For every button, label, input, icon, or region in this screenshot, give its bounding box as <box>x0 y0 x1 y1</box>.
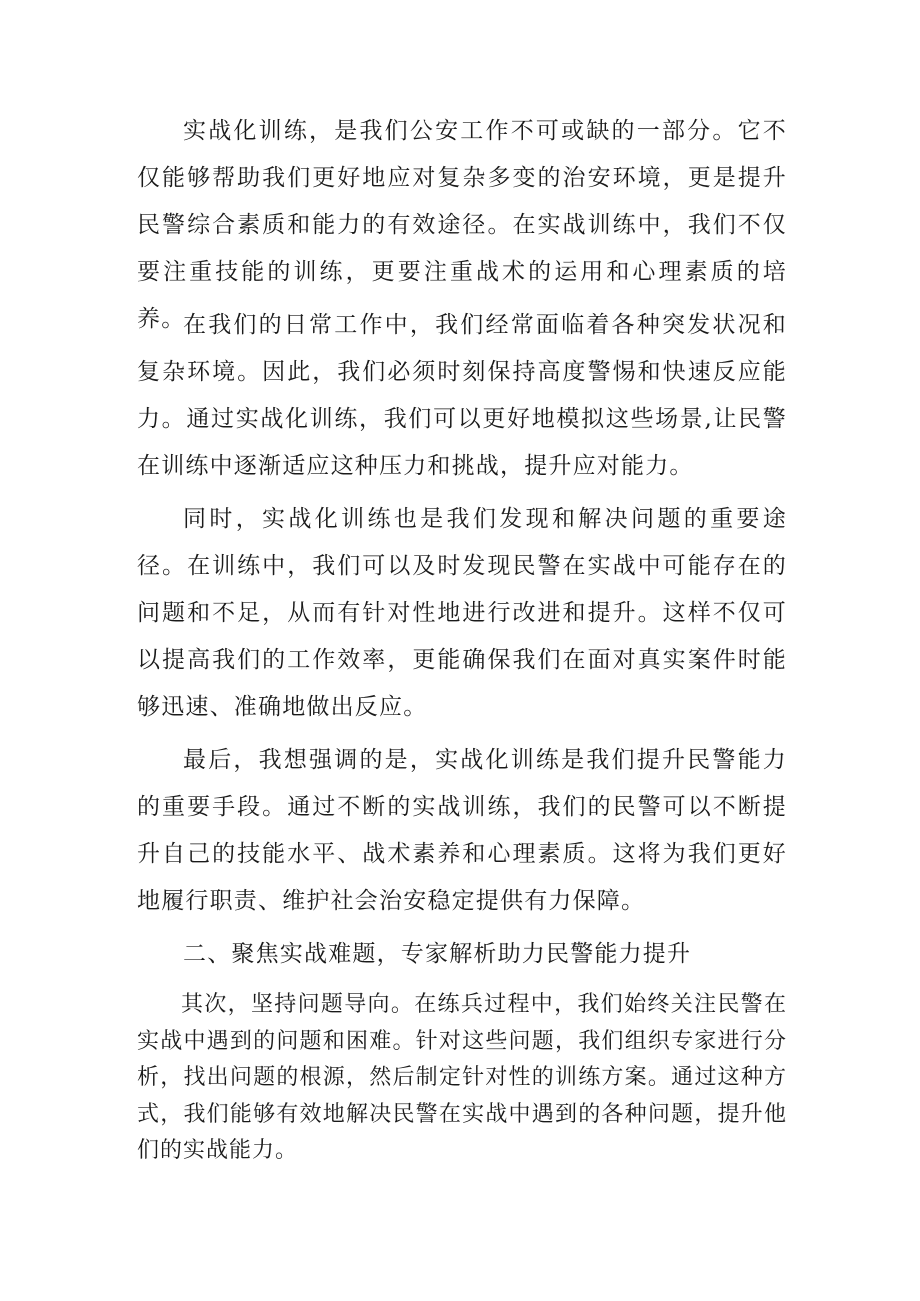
paragraph-problem-oriented: 其次，坚持问题导向。在练兵过程中，我们始终关注民警在实战中遇到的问题和困难。针对这些问题，我们组织专家进行分析，找出问题的根源，然后制定针对性的训练方案。通过这种方式，我们能够有效地解决民警在实战中遇到的各种问题，提升他们的实战能力。 <box>137 992 787 1163</box>
paragraph-problem-discovery: 同时，实战化训练也是我们发现和解决问题的重要途径。在训练中，我们可以及时发现民警在实战中可能存在的问题和不足，从而有针对性地进行改进和提升。这样不仅可以提高我们的工作效率，更能确保我们在面对真实案件时能够迅速、准确地做出反应。 <box>137 506 787 720</box>
section-heading: 二、聚焦实战难题，专家解析助力民警能力提升 <box>183 941 692 967</box>
paragraph-conclusion: 最后，我想强调的是，实战化训练是我们提升民警能力的重要手段。通过不断的实战训练，我们的民警可以不断提升自己的技能水平、战术素养和心理素质。这将为我们更好地履行职责、维护社会治安稳定提供有力保障。 <box>137 747 787 914</box>
paragraph-training-importance: 实战化训练，是我们公安工作不可或缺的一部分。它不仅能够帮助我们更好地应对复杂多变的治安环境，更是提升民警综合素质和能力的有效途径。在实战训练中，我们不仅要注重技能的训练，更要注重战术的运用和心理素质的培养。 <box>137 118 787 332</box>
paragraph-daily-work: 在我们的日常工作中，我们经常面临着各种突发状况和复杂环境。因此，我们必须时刻保持高度警惕和快速反应能力。通过实战化训练，我们可以更好地模拟这些场景,让民警在训练中逐渐适应这种压力和挑战，提升应对能力。 <box>137 312 787 479</box>
